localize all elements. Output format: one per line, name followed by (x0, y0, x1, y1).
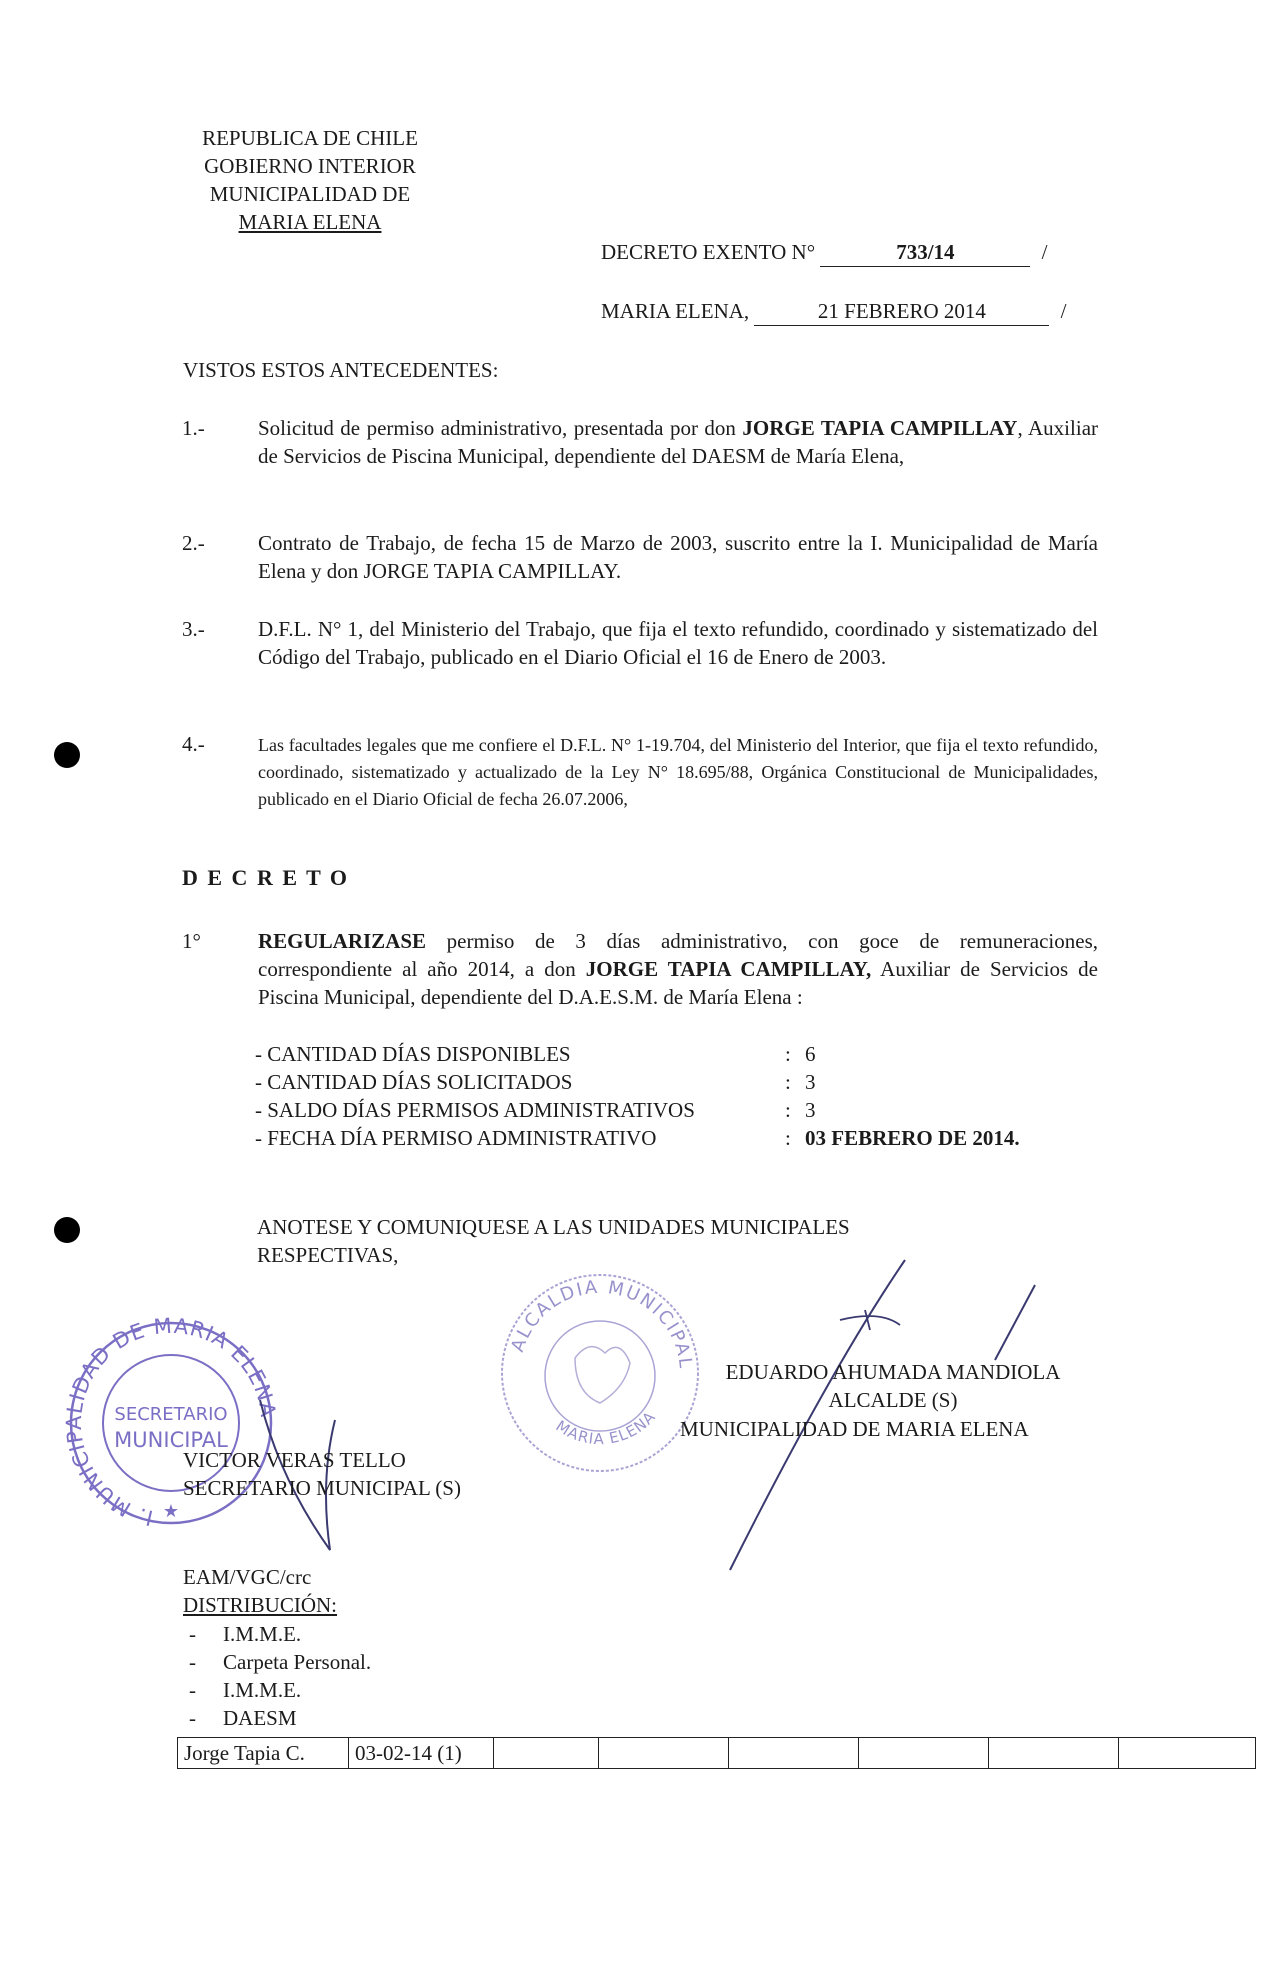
secretary-stamp-center-1: SECRETARIO (114, 1404, 228, 1425)
detail-value: 3 (805, 1070, 816, 1094)
distribution-item: DAESM (223, 1706, 297, 1730)
initials: EAM/VGC/crc (183, 1565, 312, 1589)
article-num: 1° (182, 929, 201, 953)
table-cell (859, 1738, 989, 1769)
table-cell: Jorge Tapia C. (178, 1738, 349, 1769)
list-item: - I.M.M.E. (189, 1622, 302, 1646)
distribution-list (189, 1620, 371, 1732)
antecedent-item-1 (258, 414, 1098, 470)
detail-sep: : (785, 1126, 791, 1150)
list-item: - DAESM (189, 1706, 297, 1730)
table-cell (599, 1738, 729, 1769)
item-text: , Auxiliar de Servicios de Piscina Municipal, dependiente del DAESM de María Elena, (258, 416, 1099, 468)
decree-date: 21 FEBRERO 2014 (754, 297, 1049, 326)
item-num: 1.- (182, 416, 205, 440)
table-row (178, 1738, 1256, 1769)
table-cell: 03-02-14 (1) (349, 1738, 494, 1769)
antecedent-item-3: D.F.L. N° 1, del Ministerio del Trabajo, que fija el texto refundido, coordinado y sistematizado del Código del Trabajo, publicado en el Diario Oficial el 16 de Enero de 2003. (258, 617, 1098, 669)
routing-table (177, 1737, 1256, 1769)
punch-hole-top (54, 742, 80, 768)
distribution-item: Carpeta Personal. (223, 1650, 372, 1674)
article-bold-verb: REGULARIZASE (258, 929, 427, 953)
table-cell (1119, 1738, 1256, 1769)
detail-value: 6 (805, 1042, 816, 1066)
closing-line: ANOTESE Y COMUNIQUESE A LAS UNIDADES MUNICIPALES (257, 1215, 850, 1239)
detail-sep: : (785, 1070, 791, 1094)
city-line: MARIA ELENA (238, 210, 382, 234)
antecedentes-heading: VISTOS ESTOS ANTECEDENTES: (183, 358, 499, 382)
distribution-heading: DISTRIBUCIÓN: (183, 1593, 338, 1617)
detail-label: - CANTIDAD DÍAS DISPONIBLES (255, 1042, 571, 1066)
detail-label: - FECHA DÍA PERMISO ADMINISTRATIVO (255, 1126, 657, 1150)
decree-number-line (601, 238, 1101, 267)
list-item: - Carpeta Personal. (189, 1650, 372, 1674)
detail-row (255, 1096, 1115, 1124)
place-label: MARIA ELENA, (601, 299, 750, 323)
decree-number: 733/14 (820, 238, 1030, 267)
item-num: 2.- (182, 531, 205, 555)
punch-hole-bottom (54, 1217, 80, 1243)
article-text: Auxiliar de Servicios de Piscina Municipal, dependiente del D.A.E.S.M. de María Elena : (258, 957, 1098, 1009)
decreto-heading: D E C R E T O (182, 865, 350, 890)
secretary-stamp-ring-text: I. MUNICIPALIDAD DE MARIA ELENA (61, 1313, 281, 1530)
slash-mark: / (1060, 299, 1067, 323)
distribution-item: I.M.M.E. (223, 1678, 302, 1702)
detail-label: - CANTIDAD DÍAS SOLICITADOS (255, 1070, 573, 1094)
article-body (258, 927, 1098, 1011)
government-line: GOBIERNO INTERIOR (204, 154, 416, 178)
item-num: 4.- (182, 732, 205, 756)
antecedent-item-4: Las facultades legales que me confiere el D.F.L. N° 1-19.704, del Ministerio del Interior, que fija el texto refundido, coordinado, sistematizado y actualizado de la Ley N° 18.695/88, Orgánica Constitucional de Municipalidades, publicado en el Diario Oficial de fecha 26.07.2006, (258, 735, 1098, 809)
municipality-line: MUNICIPALIDAD DE (209, 182, 411, 206)
detail-row (255, 1068, 1115, 1096)
mayor-name: EDUARDO AHUMADA MANDIOLA (725, 1360, 1061, 1384)
detail-label: - SALDO DÍAS PERMISOS ADMINISTRATIVOS (255, 1098, 695, 1122)
details-list (255, 1040, 1115, 1152)
table-cell (494, 1738, 599, 1769)
detail-row (255, 1124, 1115, 1152)
table-cell (989, 1738, 1119, 1769)
mayor-signature-block (683, 1358, 1103, 1414)
mayor-org: MUNICIPALIDAD DE MARIA ELENA (680, 1417, 1029, 1441)
detail-sep: : (785, 1042, 791, 1066)
article-text: permiso de 3 días administrativo, con goce de remuneraciones, correspondiente al año 2014, a don (258, 929, 1098, 981)
item-num: 3.- (182, 617, 205, 641)
country-line: REPUBLICA DE CHILE (202, 126, 418, 150)
detail-value: 3 (805, 1098, 816, 1122)
secretary-name: VICTOR VERAS TELLO (183, 1448, 406, 1472)
secretary-title: SECRETARIO MUNICIPAL (S) (183, 1476, 461, 1500)
mayor-title: ALCALDE (S) (828, 1388, 958, 1412)
slash-mark: / (1041, 240, 1048, 264)
secretary-stamp-center-2: MUNICIPAL (114, 1428, 228, 1452)
decree-label: DECRETO EXENTO N° (601, 240, 816, 264)
item-bold-name: JORGE TAPIA CAMPILLAY (742, 416, 1018, 440)
mayor-stamp-bottom-text: MARIA ELENA (552, 1407, 660, 1449)
detail-value: 03 FEBRERO DE 2014. (805, 1126, 1020, 1150)
article-bold-name: JORGE TAPIA CAMPILLAY, (585, 957, 872, 981)
item-text: Solicitud de permiso administrativo, presentada por don (258, 416, 743, 440)
mayor-signature-stroke (995, 1285, 1035, 1360)
issuer-block (182, 124, 438, 236)
mayor-stamp-top-text: ALCALDIA MUNICIPAL (507, 1276, 697, 1371)
antecedent-item-2: Contrato de Trabajo, de fecha 15 de Marzo de 2003, suscrito entre la I. Municipalidad de María Elena y don JORGE TAPIA CAMPILLAY. (258, 531, 1098, 583)
detail-sep: : (785, 1098, 791, 1122)
decree-date-line (601, 297, 1101, 326)
closing-line: RESPECTIVAS, (257, 1243, 399, 1267)
detail-row (255, 1040, 1115, 1068)
list-item: - I.M.M.E. (189, 1678, 302, 1702)
secretary-signature-block (183, 1446, 461, 1502)
table-cell (729, 1738, 859, 1769)
star-icon: ★ (162, 1501, 180, 1521)
distribution-item: I.M.M.E. (223, 1622, 302, 1646)
